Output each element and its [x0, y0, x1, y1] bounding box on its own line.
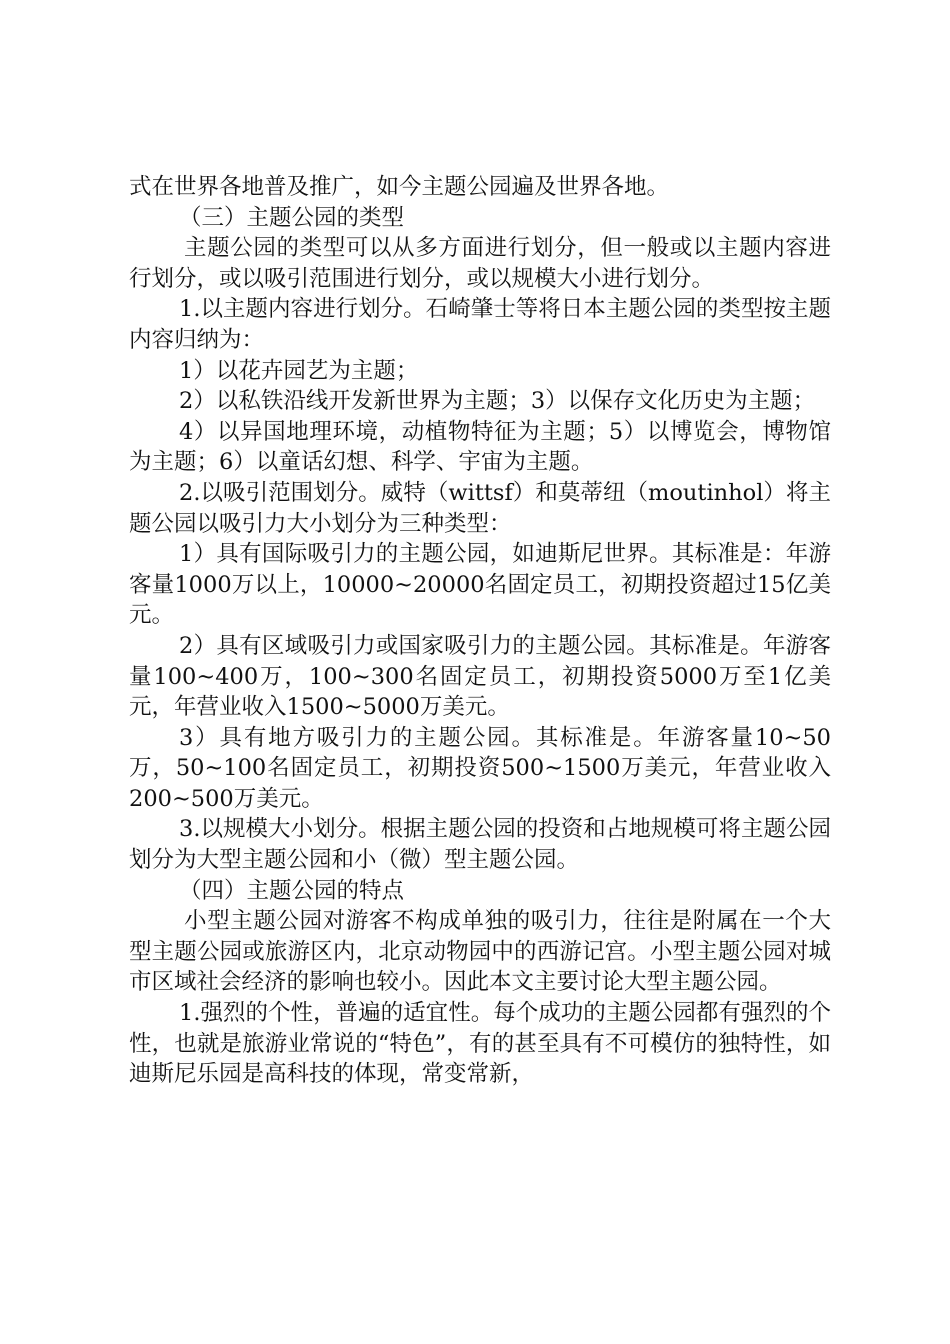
- paragraph-by-content: 1.以主题内容进行划分。石崎肇士等将日本主题公园的类型按主题内容归纳为：: [129, 296, 831, 353]
- list-item-content-1: 1）以花卉园艺为主题；: [179, 357, 419, 384]
- paragraph-small-parks: 小型主题公园对游客不构成单独的吸引力，往往是附属在一个大型主题公园或旅游区内，北京动物园中的西游记宫。小型主题公园对城市区域社会经济的影响也较小。因此本文主要讨论大型主题公园。: [129, 908, 831, 996]
- list-item-content-2-3: 2）以私铁沿线开发新世界为主题；3）以保存文化历史为主题；: [179, 388, 816, 415]
- paragraph-types-intro: 主题公园的类型可以从多方面进行划分，但一般或以主题内容进行划分，或以吸引范围进行划分，或以规模大小进行划分。: [129, 235, 831, 292]
- list-item-local: 3）具有地方吸引力的主题公园。其标准是。年游客量10~50万，50~100名固定员工，初期投资500~1500万美元，年营业收入200~500万美元。: [129, 724, 831, 812]
- section-heading-types: （三）主题公园的类型: [179, 204, 405, 231]
- paragraph-by-scale: 3.以规模大小划分。根据主题公园的投资和占地规模可将主题公园划分为大型主题公园和小（微）型主题公园。: [129, 816, 831, 874]
- document-body: [129, 172, 831, 1090]
- section-heading-features: （四）主题公园的特点: [179, 877, 405, 904]
- paragraph-continuation: 式在世界各地普及推广，如今主题公园遍及世界各地。: [129, 174, 670, 200]
- paragraph-by-attraction: 2.以吸引范围划分。威特（wittsf）和莫蒂纽（moutinhol）将主题公园以吸引力大小划分为三种类型：: [129, 479, 831, 537]
- paragraph-individuality: 1.强烈的个性，普遍的适宜性。每个成功的主题公园都有强烈的个性，也就是旅游业常说的“特色”，有的甚至具有不可模仿的独特性，如迪斯尼乐园是高科技的体现，常变常新，: [129, 1000, 831, 1088]
- list-item-international: 1）具有国际吸引力的主题公园，如迪斯尼世界。其标准是：年游客量1000万以上，10000~20000名固定员工，初期投资超过15亿美元。: [129, 541, 831, 629]
- list-item-regional: 2）具有区域吸引力或国家吸引力的主题公园。其标准是。年游客量100~400万，100~300名固定员工，初期投资5000万至1亿美元，年营业收入1500~5000万美元。: [129, 632, 831, 721]
- list-item-content-4-6: 4）以异国地理环境，动植物特征为主题；5）以博览会，博物馆为主题；6）以童话幻想、科学、宇宙为主题。: [129, 418, 831, 476]
